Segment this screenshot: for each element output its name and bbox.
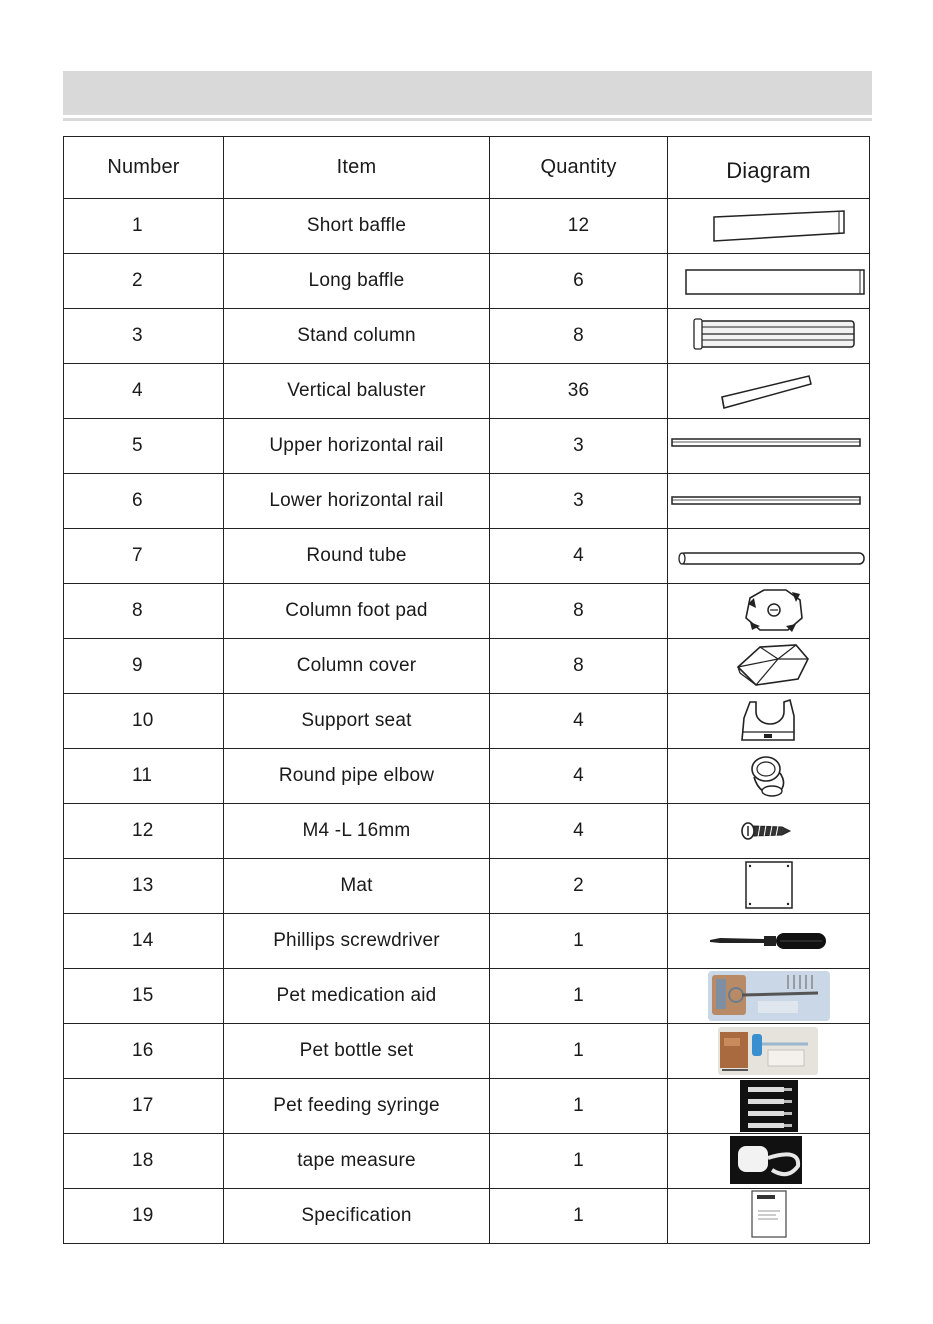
row-number: 8 (64, 584, 224, 639)
round-tube-icon (668, 529, 868, 583)
row-quantity: 1 (490, 1024, 668, 1079)
row-number: 2 (64, 254, 224, 309)
syringe-photo (668, 1079, 868, 1133)
table-row (64, 199, 870, 254)
row-quantity: 4 (490, 804, 668, 859)
table-row (64, 1189, 870, 1244)
row-number: 1 (64, 199, 224, 254)
row-item: Specification (224, 1189, 490, 1244)
row-item: Pet medication aid (224, 969, 490, 1024)
mat-icon (668, 859, 868, 913)
row-item: tape measure (224, 1134, 490, 1189)
table-row (64, 309, 870, 364)
table-row (64, 969, 870, 1024)
specification-icon (668, 1189, 868, 1243)
table-row (64, 749, 870, 804)
row-quantity: 2 (490, 859, 668, 914)
row-item: Column cover (224, 639, 490, 694)
row-number: 17 (64, 1079, 224, 1134)
row-quantity: 36 (490, 364, 668, 419)
header-quantity: Quantity (490, 137, 668, 199)
table-row (64, 1134, 870, 1189)
row-number: 9 (64, 639, 224, 694)
row-quantity: 6 (490, 254, 668, 309)
support-seat-icon (668, 694, 868, 748)
header-number: Number (64, 137, 224, 199)
row-item: Vertical baluster (224, 364, 490, 419)
row-quantity: 3 (490, 419, 668, 474)
pipe-elbow-icon (668, 749, 868, 803)
row-item: M4 -L 16mm (224, 804, 490, 859)
row-item: Mat (224, 859, 490, 914)
long-baffle-icon (668, 254, 868, 308)
row-item: Pet bottle set (224, 1024, 490, 1079)
row-item: Stand column (224, 309, 490, 364)
row-number: 11 (64, 749, 224, 804)
row-item: Lower horizontal rail (224, 474, 490, 529)
row-quantity: 3 (490, 474, 668, 529)
bottle-set-photo (668, 1024, 868, 1078)
row-number: 10 (64, 694, 224, 749)
row-quantity: 8 (490, 309, 668, 364)
table-row (64, 694, 870, 749)
row-quantity: 1 (490, 914, 668, 969)
row-quantity: 1 (490, 1189, 668, 1244)
row-quantity: 1 (490, 1079, 668, 1134)
foot-pad-icon (668, 584, 868, 638)
row-item: Short baffle (224, 199, 490, 254)
row-item: Column foot pad (224, 584, 490, 639)
row-item: Pet feeding syringe (224, 1079, 490, 1134)
row-item: Upper horizontal rail (224, 419, 490, 474)
table-row (64, 859, 870, 914)
row-quantity: 4 (490, 529, 668, 584)
header-divider (63, 118, 872, 121)
table-row (64, 1024, 870, 1079)
row-number: 4 (64, 364, 224, 419)
row-item: Long baffle (224, 254, 490, 309)
row-item: Support seat (224, 694, 490, 749)
section-header-bar (63, 71, 872, 115)
table-row (64, 914, 870, 969)
row-number: 13 (64, 859, 224, 914)
row-item: Round pipe elbow (224, 749, 490, 804)
table-row (64, 804, 870, 859)
table-row (64, 254, 870, 309)
row-number: 3 (64, 309, 224, 364)
table-row (64, 364, 870, 419)
row-number: 19 (64, 1189, 224, 1244)
row-quantity: 4 (490, 749, 668, 804)
vertical-baluster-icon (668, 364, 868, 418)
row-number: 7 (64, 529, 224, 584)
table-row (64, 419, 870, 474)
table-row (64, 1079, 870, 1134)
row-quantity: 12 (490, 199, 668, 254)
stand-column-icon (668, 309, 868, 363)
table-row (64, 639, 870, 694)
row-number: 14 (64, 914, 224, 969)
tape-measure-photo (668, 1134, 868, 1188)
row-number: 12 (64, 804, 224, 859)
row-item: Phillips screwdriver (224, 914, 490, 969)
short-baffle-icon (668, 199, 868, 253)
row-quantity: 8 (490, 584, 668, 639)
row-quantity: 4 (490, 694, 668, 749)
row-quantity: 8 (490, 639, 668, 694)
screw-icon (668, 804, 868, 858)
lower-rail-icon (668, 474, 868, 528)
row-number: 5 (64, 419, 224, 474)
upper-rail-icon (668, 419, 868, 473)
medication-aid-photo (668, 969, 868, 1023)
parts-list-table (63, 136, 870, 1244)
header-item: Item (224, 137, 490, 199)
row-number: 6 (64, 474, 224, 529)
table-row (64, 584, 870, 639)
column-cover-icon (668, 639, 868, 693)
header-diagram: Diagram (668, 137, 870, 199)
row-item: Round tube (224, 529, 490, 584)
screwdriver-icon (668, 914, 868, 968)
row-number: 16 (64, 1024, 224, 1079)
row-number: 15 (64, 969, 224, 1024)
table-row (64, 474, 870, 529)
table-header-row (64, 137, 870, 199)
table-row (64, 529, 870, 584)
row-number: 18 (64, 1134, 224, 1189)
row-quantity: 1 (490, 969, 668, 1024)
row-quantity: 1 (490, 1134, 668, 1189)
